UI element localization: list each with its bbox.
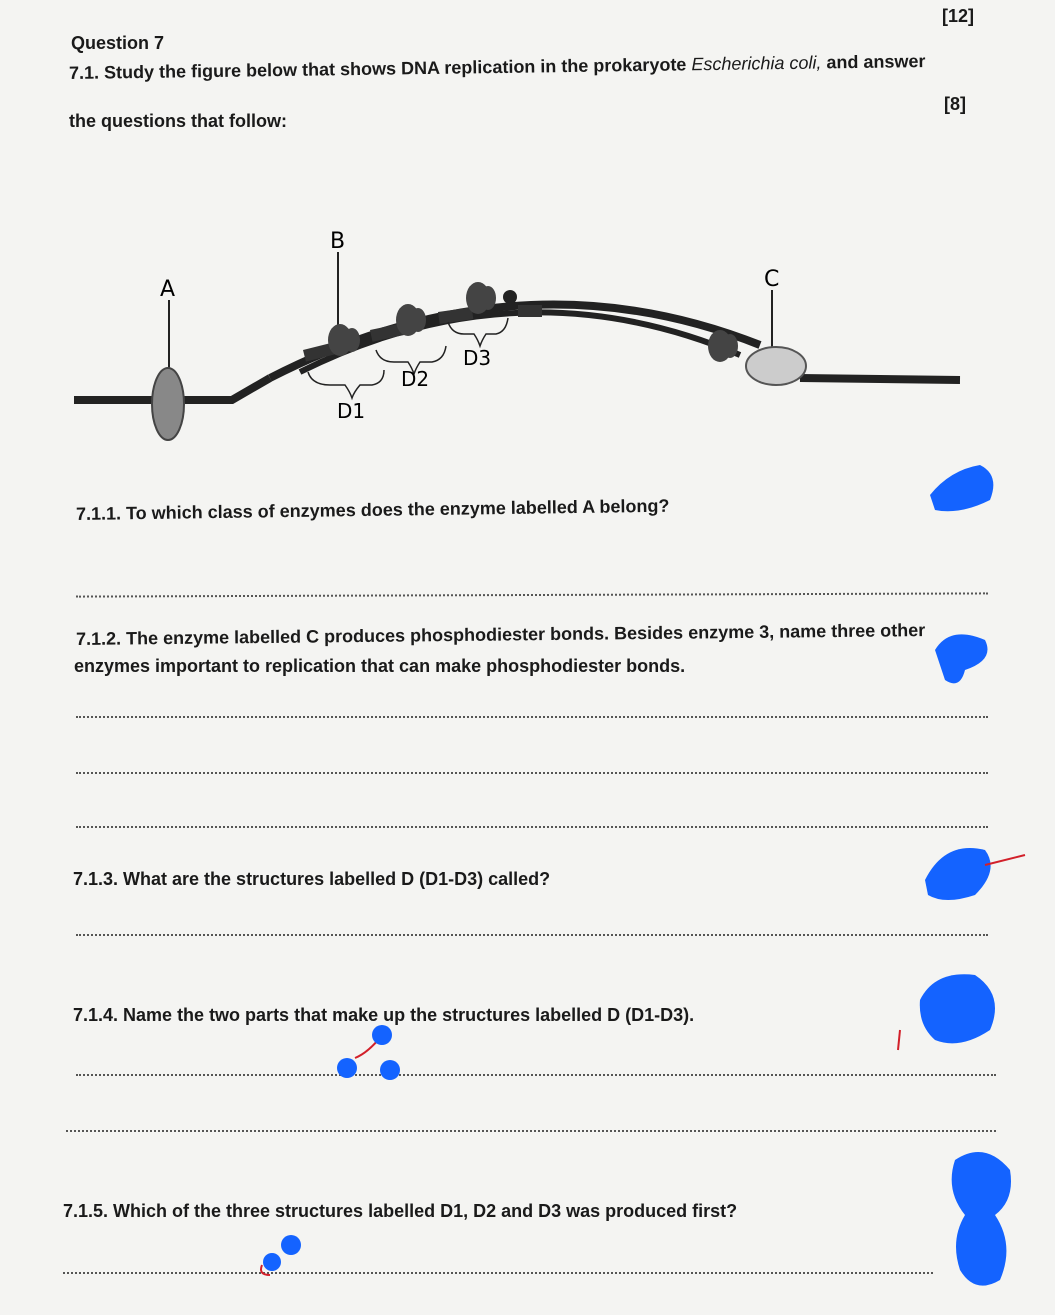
annotation-blob-2 bbox=[935, 634, 988, 683]
annotation-dot-4c bbox=[380, 1060, 400, 1080]
label-d1: D1 bbox=[337, 399, 366, 423]
section-marks: [8] bbox=[944, 94, 966, 114]
section-intro-start: 7.1. Study the figure below that shows DNA replication in the prokaryote bbox=[68, 54, 692, 83]
annotation-dot-5b bbox=[263, 1253, 281, 1271]
label-b: B bbox=[330, 229, 346, 254]
question-7-1-4: 7.1.4. Name the two parts that make up the structures labelled D (D1-D3). bbox=[73, 1005, 695, 1025]
annotation-blob-5 bbox=[952, 1152, 1011, 1286]
annotation-blob-4 bbox=[920, 974, 995, 1043]
label-d3: D3 bbox=[463, 346, 492, 370]
annotation-dot-4b bbox=[337, 1058, 357, 1078]
annotation-dot-4a bbox=[372, 1025, 392, 1045]
question-7-1-3: 7.1.3. What are the structures labelled D (D1-D3) called? bbox=[73, 869, 551, 889]
question-7-1-2-line2: enzymes important to replication that can make phosphodiester bonds. bbox=[74, 656, 686, 676]
annotation-tick-4 bbox=[898, 1030, 900, 1050]
annotation-tick-3 bbox=[985, 855, 1025, 865]
question-title: Question 7 bbox=[71, 33, 165, 53]
question-7-1-1: 7.1.1. To which class of enzymes does the enzyme labelled A belong? bbox=[75, 495, 670, 524]
annotation-blob-1 bbox=[930, 465, 993, 511]
annotation-dot-5a bbox=[281, 1235, 301, 1255]
annotation-blob-3 bbox=[925, 848, 991, 900]
label-d2: D2 bbox=[401, 367, 430, 391]
section-intro-end: and answer bbox=[821, 51, 926, 73]
label-c: C bbox=[764, 267, 780, 292]
label-a: A bbox=[160, 277, 176, 302]
section-intro-line2: the questions that follow: bbox=[69, 111, 287, 131]
organism-name: Escherichia coli, bbox=[691, 52, 822, 75]
total-marks: [12] bbox=[942, 6, 975, 26]
question-7-1-5: 7.1.5. Which of the three structures labelled D1, D2 and D3 was produced first? bbox=[63, 1201, 738, 1221]
question-7-1-2-line1: 7.1.2. The enzyme labelled C produces phosphodiester bonds. Besides enzyme 3, name three other bbox=[75, 620, 926, 649]
